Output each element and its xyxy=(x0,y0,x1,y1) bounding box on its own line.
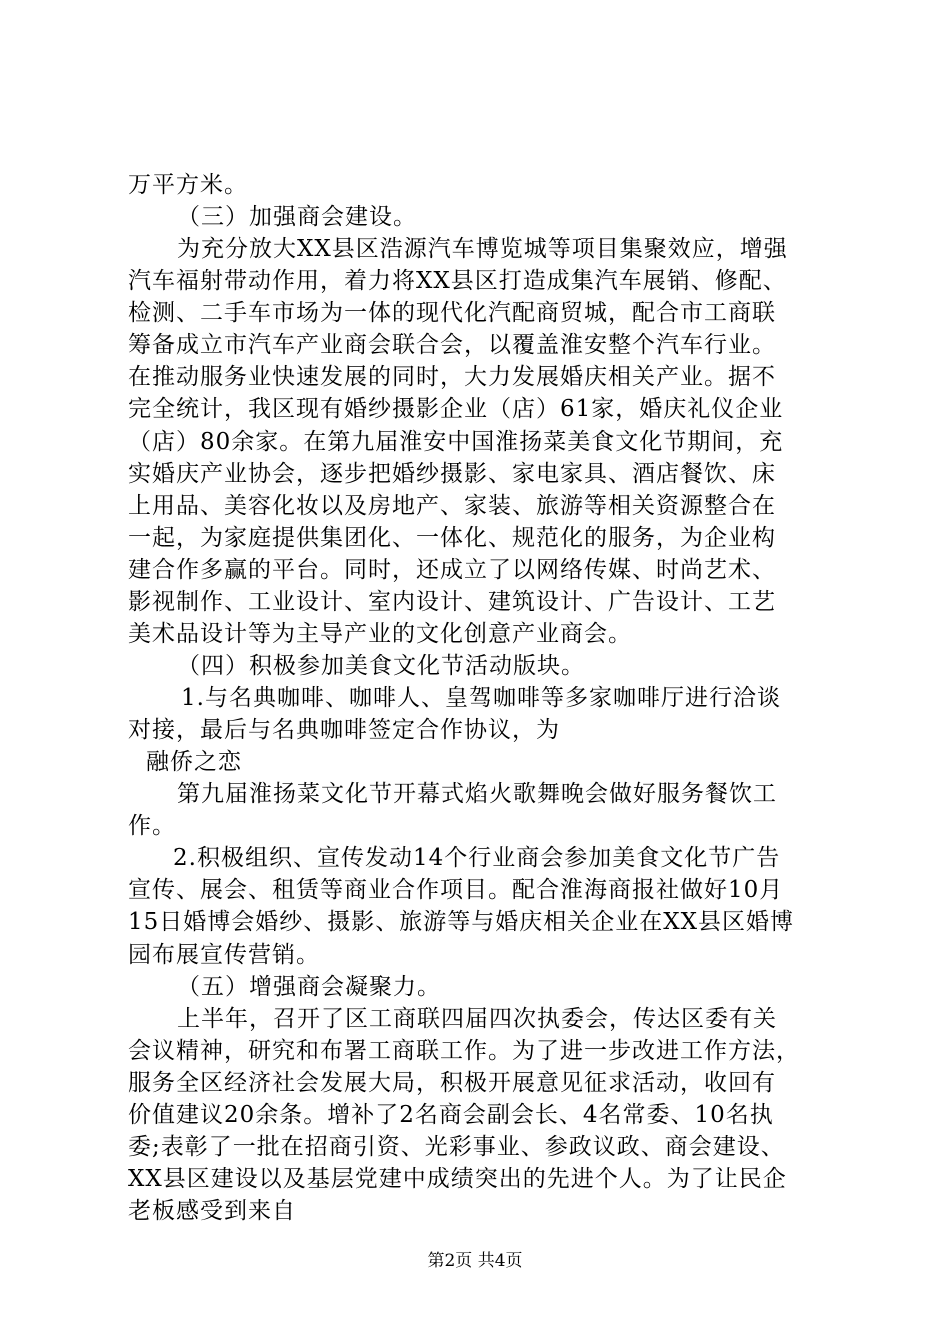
body-line: 为充分放大XX县区浩源汽车博览城等项目集聚效应，增强 xyxy=(177,236,788,262)
body-line: 一起，为家庭提供集团化、一体化、规范化的服务，为企业构 xyxy=(128,525,776,551)
body-line: （店）80余家。在第九届淮安中国淮扬菜美食文化节期间，充 xyxy=(128,429,784,455)
body-line: 汽车福射带动作用，着力将XX县区打造成集汽车展销、修配、 xyxy=(128,268,787,294)
body-line: 上用品、美容化妆以及房地产、家装、旅游等相关资源整合在 xyxy=(128,493,776,519)
body-line: 2.积极组织、宣传发动14个行业商会参加美食文化节广告 xyxy=(173,845,781,871)
body-line: 筹备成立市汽车产业商会联合会，以覆盖淮安整个汽车行业。 xyxy=(128,332,776,358)
body-line: 第九届淮扬菜文化节开幕式焰火歌舞晚会做好服务餐饮工 xyxy=(177,781,777,807)
body-line: 实婚庆产业协会，逐步把婚纱摄影、家电家具、酒店餐饮、床 xyxy=(128,461,776,487)
section-heading: （三）加强商会建设。 xyxy=(177,204,417,230)
page-footer: 第2页 共4页 xyxy=(427,1251,523,1271)
body-line: 会议精神，研究和布署工商联工作。为了进一步改进工作方法， xyxy=(128,1038,800,1064)
body-line: 服务全区经济社会发展大局，积极开展意见征求活动，收回有 xyxy=(128,1070,776,1096)
body-line: 价值建议20余条。增补了2名商会副会长、4名常委、10名执 xyxy=(128,1102,774,1128)
body-line: 万平方米。 xyxy=(128,172,248,198)
body-line: 作。 xyxy=(128,813,176,839)
body-line: 宣传、展会、租赁等商业合作项目。配合淮海商报社做好10月 xyxy=(128,877,784,903)
body-line: 检测、二手车市场为一体的现代化汽配商贸城，配合市工商联 xyxy=(128,300,776,326)
body-line: 对接，最后与名典咖啡签定合作协议，为 xyxy=(128,717,560,743)
body-line: XX县区建设以及基层党建中成绩突出的先进个人。为了让民企 xyxy=(128,1166,787,1192)
body-line: 在推动服务业快速发展的同时，大力发展婚庆相关产业。据不 xyxy=(128,364,776,390)
body-line: 建合作多赢的平台。同时，还成立了以网络传媒、时尚艺术、 xyxy=(128,557,776,583)
section-heading: （五）增强商会凝聚力。 xyxy=(177,974,441,1000)
body-line: 老板感受到来自 xyxy=(128,1198,296,1224)
body-line: 完全统计，我区现有婚纱摄影企业（店）61家，婚庆礼仪企业 xyxy=(128,396,784,422)
body-line: 上半年，召开了区工商联四届四次执委会，传达区委有关 xyxy=(177,1006,777,1032)
body-line: 园布展宣传营销。 xyxy=(128,942,320,968)
body-line: 影视制作、工业设计、室内设计、建筑设计、广告设计、工艺 xyxy=(128,589,776,615)
body-line: 1.与名典咖啡、咖啡人、皇驾咖啡等多家咖啡厅进行洽谈 xyxy=(181,685,781,711)
body-line: 15日婚博会婚纱、摄影、旅游等与婚庆相关企业在XX县区婚博 xyxy=(128,909,795,935)
body-line: 融侨之恋 xyxy=(146,749,242,775)
body-line: 美术品设计等为主导产业的文化创意产业商会。 xyxy=(128,621,632,647)
section-heading: （四）积极参加美食文化节活动版块。 xyxy=(177,653,585,679)
body-line: 委;表彰了一批在招商引资、光彩事业、参政议政、商会建设、 xyxy=(128,1134,785,1160)
